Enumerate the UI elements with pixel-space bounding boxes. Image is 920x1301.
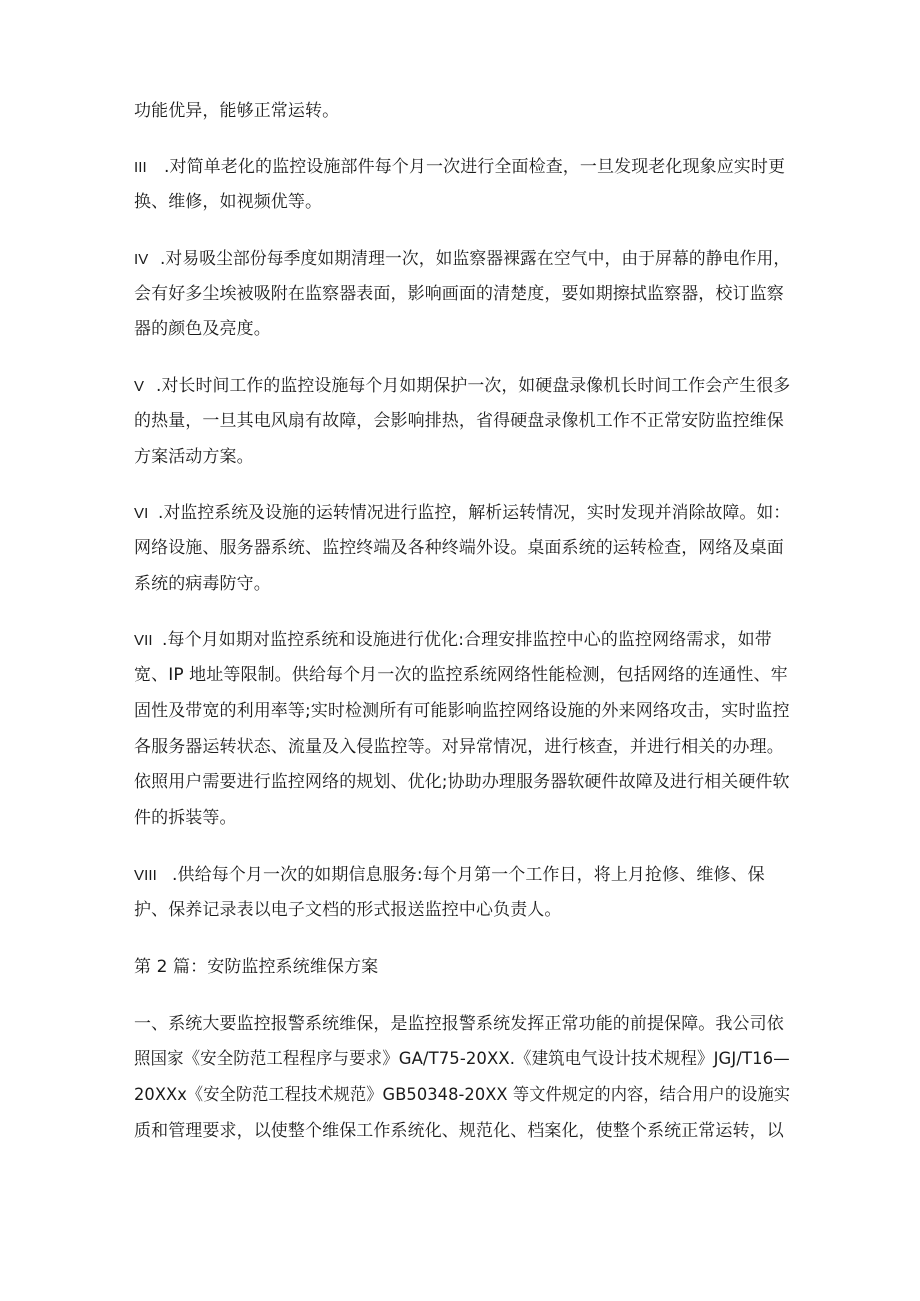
paragraph-line: 各服务器运转状态、流量及入侵监控等。对异常情况，进行核查，并进行相关的办理。 — [134, 737, 784, 757]
paragraph-line: 20XXx《安全防范工程技术规范》GB50348-20XX 等文件规定的内容，结合用户的设施实 — [134, 1085, 791, 1105]
paragraph-line: .对监控系统及设施的运转情况进行监控，解析运转情况，实时发现并消除故障。如： — [158, 503, 791, 523]
paragraph-line: .每个月如期对监控系统和设施进行优化:合理安排监控中心的监控网络需求，如带 — [162, 630, 772, 650]
paragraph-line: .对简单老化的监控设施部件每个月一次进行全面检查，一旦发现老化现象应实时更 — [164, 157, 786, 177]
list-marker: VI — [134, 505, 149, 522]
paragraph-line: 件的拆装等。 — [134, 808, 237, 828]
paragraph-line: 方案活动方案。 — [134, 447, 254, 467]
paragraph-line: 照国家《安全防范工程程序与要求》GA/T75-20XX.《建筑电气设计技术规程》JGJ/T16— — [134, 1049, 790, 1069]
section-heading: 第 2 篇：安防监控系统维保方案 — [134, 957, 379, 977]
paragraph-line: 网络设施、服务器系统、监控终端及各种终端外设。桌面系统的运转检查，网络及桌面 — [134, 538, 784, 558]
paragraph-line: 宽、IP 地址等限制。供给每个月一次的监控系统网络性能检测，包括网络的连通性、牢 — [134, 665, 788, 685]
list-marker: VII — [134, 632, 153, 649]
paragraph-line: 护、保养记录表以电子文档的形式报送监控中心负责人。 — [134, 900, 562, 920]
paragraph-line: 质和管理要求，以使整个维保工作系统化、规范化、档案化，使整个系统正常运转，以 — [134, 1121, 784, 1141]
paragraph-line: 换、维修，如视频优等。 — [134, 192, 323, 212]
paragraph-line: 依照用户需要进行监控网络的规划、优化;协助办理服务器软硬件故障及进行相关硬件软 — [134, 772, 790, 792]
paragraph-line: .供给每个月一次的如期信息服务:每个月第一个工作日，将上月抢修、维修、保 — [172, 865, 765, 885]
list-marker: IV — [134, 251, 149, 268]
paragraph-line: 的热量，一旦其电风扇有故障，会影响排热，省得硬盘录像机工作不正常安防监控维保 — [134, 411, 784, 431]
paragraph-line: 功能优异，能够正常运转。 — [134, 101, 340, 121]
list-marker: VIII — [134, 867, 157, 884]
paragraph-line: .对易吸尘部份每季度如期清理一次，如监察器裸露在空气中，由于屏幕的静电作用， — [160, 249, 791, 269]
list-marker: V — [134, 378, 145, 395]
paragraph-line: 会有好多尘埃被吸附在监察器表面，影响画面的清楚度，要如期擦拭监察器，校订监察 — [134, 284, 784, 304]
paragraph-line: .对长时间工作的监控设施每个月如期保护一次，如硬盘录像机长时间工作会产生很多 — [156, 376, 791, 396]
paragraph-line: 一、系统大要监控报警系统维保，是监控报警系统发挥正常功能的前提保障。我公司依 — [134, 1014, 784, 1034]
paragraph-line: 系统的病毒防守。 — [134, 574, 271, 594]
list-marker: III — [134, 159, 147, 176]
paragraph-line: 固性及带宽的利用率等;实时检测所有可能影响监控网络设施的外来网络攻击，实时监控 — [134, 701, 790, 721]
paragraph-line: 器的颜色及亮度。 — [134, 319, 271, 339]
